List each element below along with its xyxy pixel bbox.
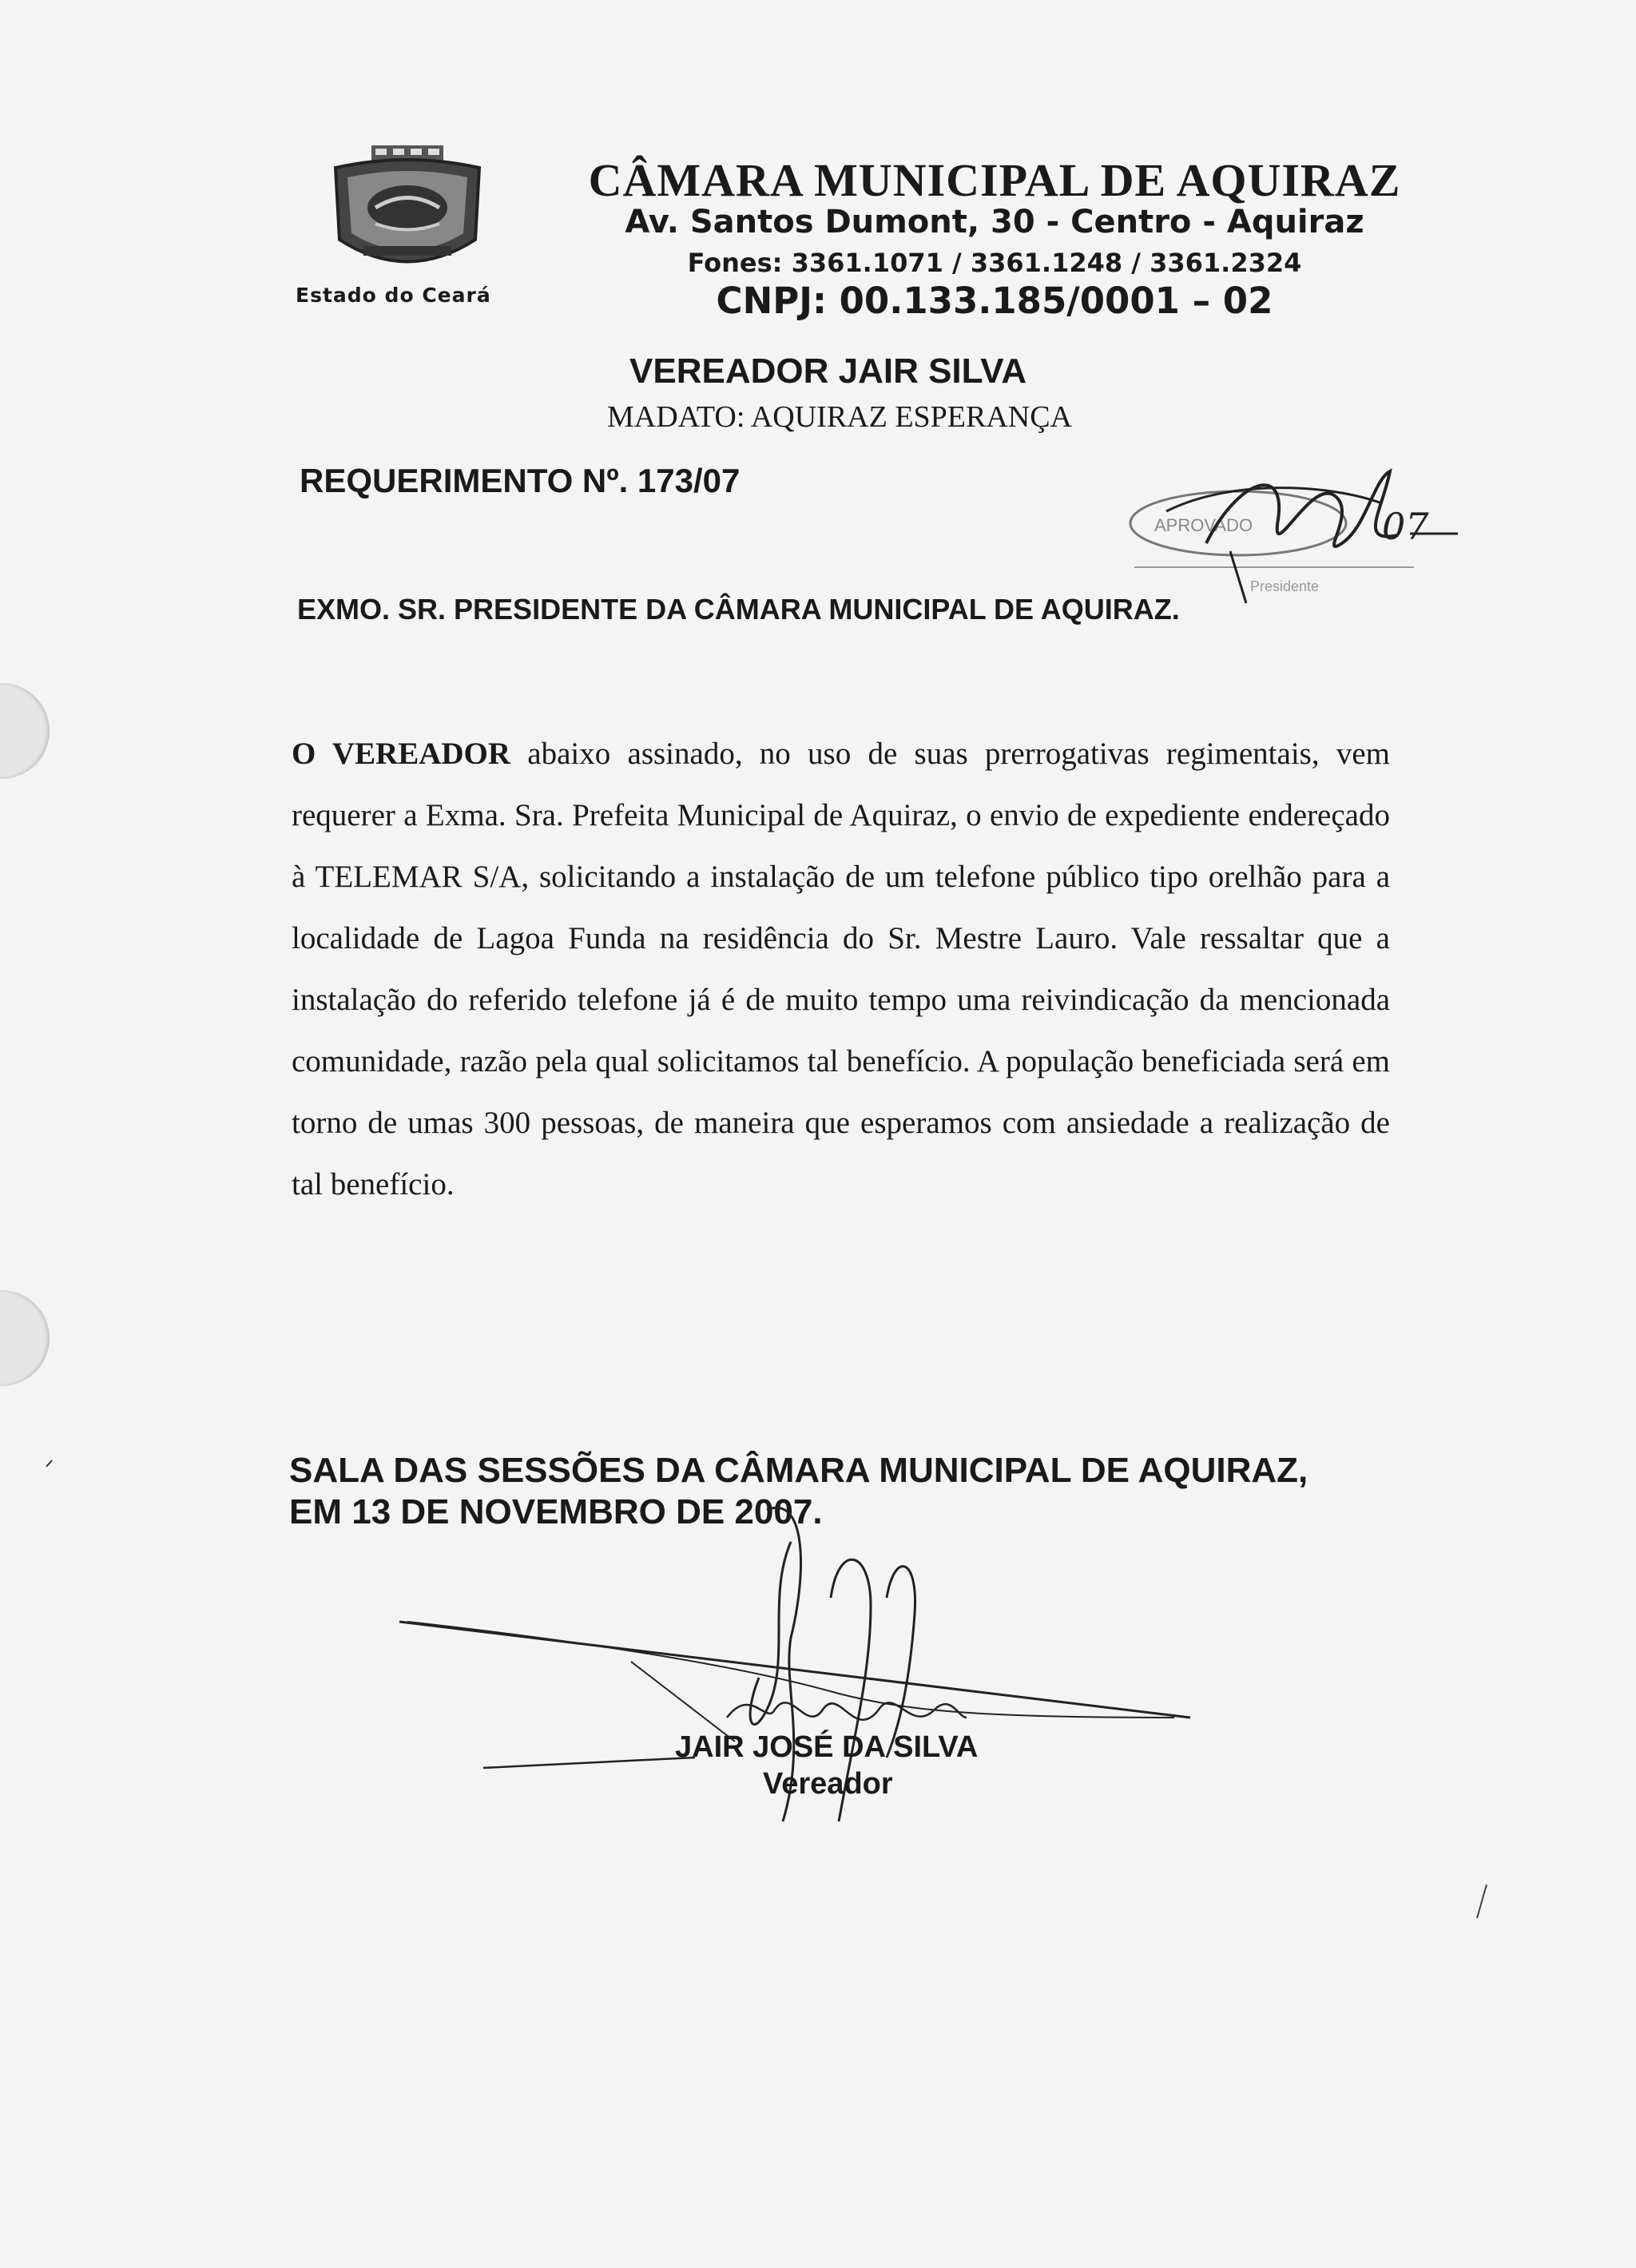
councilor-name: VEREADOR JAIR SILVA [629,352,1027,391]
signatory-role: Vereador [763,1767,893,1801]
handwritten-signature [391,1478,1238,1861]
request-body [292,723,1390,1215]
stamp-handwritten-year: 07 [1382,505,1429,548]
body-text: abaixo assinado, no uso de suas prerrogativas regimentais, vem requerer a Exma. Sra. Prefeita Municipal de Aquiraz, o envio de expediente endereçado à TELEMAR S/A, solicitando a instalação de um telefone público tipo orelhão para a localidade de Lagoa Funda na residência do Sr. Mestre Lauro. Vale ressaltar que a instalação do referido telefone já é de muito tempo uma reivindicação da mencionada comunidade, razão pela qual solicitamos tal benefício. A população beneficiada será em torno de umas 300 pessoas, de maneira que esperamos com ansiedade a realização de tal benefício. [292,737,1390,1202]
request-number: REQUERIMENTO Nº. 173/07 [300,462,741,499]
chamber-phones: Fones: 3361.1071 / 3361.1248 / 3361.2324 [687,248,1302,278]
signatory-name: JAIR JOSÉ DA SILVA [675,1730,979,1764]
stamp-text: APROVADO [1154,515,1253,535]
municipal-crest-icon [320,144,495,280]
punch-hole-bottom [0,1290,50,1386]
scan-mark-left [44,1458,55,1469]
closing-line-2: EM 13 DE NOVEMBRO DE 2007. [289,1492,823,1531]
approval-stamp [1118,447,1478,615]
chamber-address: Av. Santos Dumont, 30 - Centro - Aquiraz [625,204,1364,240]
chamber-title: CÂMARA MUNICIPAL DE AQUIRAZ [588,154,1401,206]
chamber-cnpj: CNPJ: 00.133.185/0001 – 02 [716,280,1273,322]
stamp-role: Presidente [1250,578,1320,594]
state-label: Estado do Ceará [296,284,491,307]
addressee-line: EXMO. SR. PRESIDENTE DA CÂMARA MUNICIPAL DE AQUIRAZ. [297,593,1180,626]
body-lead: O VEREADOR [292,737,511,771]
scan-mark-right [1474,1881,1490,1921]
councilor-mandate: MADATO: AQUIRAZ ESPERANÇA [607,400,1073,434]
closing-line-1: SALA DAS SESSÕES DA CÂMARA MUNICIPAL DE AQUIRAZ, [289,1451,1308,1490]
punch-hole-top [0,683,50,779]
